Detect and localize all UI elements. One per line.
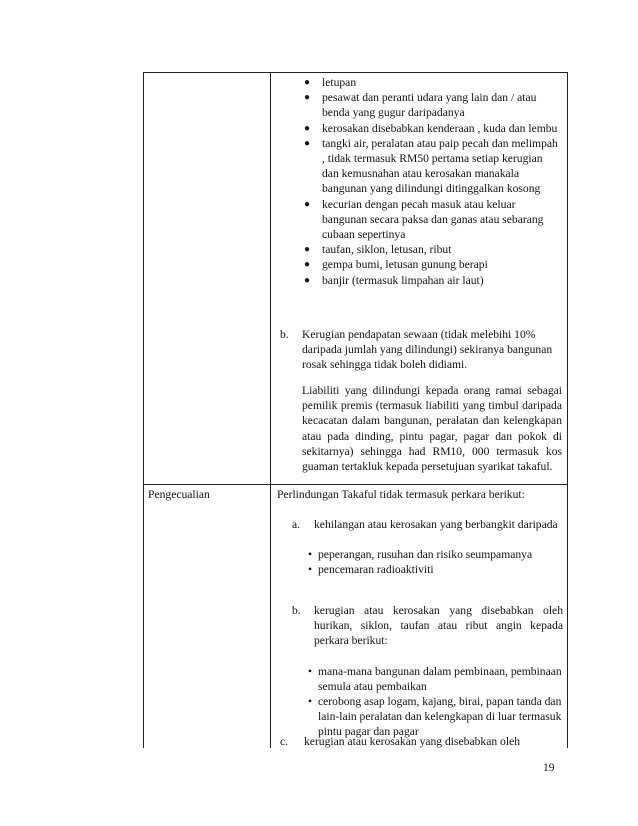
exclusion-item-b: b. kerugian atau kerosakan yang disebabkan oleh hurikan, siklon, taufan atau ribut angin kepada perkara berikut: • mana-mana bangunan dalam pembinaan, pembinaan semula atau pembaikan • cerobong asap logam, kajang, birai, papan tanda dan lain-lain peralatan dan kelengkapan di luar termasuk pintu pagar dan pagar: [292, 604, 563, 739]
rental-loss-item: b. Kerugian pendapatan sewaan (tidak melebihi 10% daripada jumlah yang dilindungi) sekiranya bangunan rosak sehingga tidak boleh didiami.: [280, 328, 553, 372]
bullet-icon: •: [308, 695, 313, 709]
exclusion-item-a: a. kehilangan atau kerosakan yang berbangkit daripada • peperangan, rusuhan dan risiko seumpamanya • pencemaran radioaktiviti: [292, 517, 563, 578]
list-item: ● taufan, siklon, letusan, ribut: [304, 243, 452, 257]
list-item: • cerobong asap logam, kajang, birai, papan tanda dan lain-lain peralatan dan kelengkapan di luar termasuk pintu pagar dan pagar: [308, 695, 562, 739]
list-item: ● banjir (termasuk limpahan air laut): [304, 273, 484, 287]
exclusion-item-c: c. kerugian atau kerosakan yang disebabkan oleh: [280, 735, 521, 748]
list-item: ● kerosakan disebabkan kenderaan , kuda dan lembu: [304, 121, 558, 135]
bullet-icon: ●: [304, 77, 311, 88]
bullet-icon: ●: [304, 274, 311, 286]
bullet-icon: •: [308, 548, 313, 562]
list-item: • peperangan, rusuhan dan risiko seumpamanya: [308, 548, 533, 562]
list-item: ● letupan: [304, 76, 357, 89]
exclusion-intro: Perlindungan Takaful tidak termasuk perkara berikut:: [277, 488, 525, 501]
bullet-icon: ●: [304, 244, 311, 256]
exclusion-label: Pengecualian: [148, 488, 210, 501]
row-divider: [143, 484, 568, 485]
list-item: ● pesawat dan peranti udara yang lain dan / atau benda yang gugur daripadanya: [304, 91, 537, 120]
bullet-icon: •: [308, 664, 313, 678]
column-divider: [270, 72, 271, 748]
liability-paragraph: Liabiliti yang dilindungi kepada orang ramai sebagai pemilik premis (termasuk liabiliti yang timbul daripada kecacatan dalam bangunan, peralatan dan kelengkapan atau pada dinding, pintu pagar, pagar dan pokok di sekitarnya) sehingga had RM10, 000 termasuk kos guaman tertakluk kepada persetujuan syarikat takaful.: [302, 384, 562, 474]
bullet-icon: ●: [304, 259, 311, 271]
bullet-icon: ●: [304, 137, 311, 149]
page-number: 19: [543, 762, 555, 774]
peril-bullet-list: [304, 75, 562, 288]
bullet-icon: ●: [304, 198, 311, 210]
bullet-icon: ●: [304, 92, 311, 104]
list-item: • mana-mana bangunan dalam pembinaan, pembinaan semula atau pembaikan: [308, 664, 562, 693]
list-item: ● kecurian dengan pecah masuk atau keluar bangunan secara paksa dan ganas atau sebarang cubaan sepertinya: [304, 197, 544, 242]
list-item: • pencemaran radioaktiviti: [308, 563, 434, 577]
bullet-icon: •: [308, 563, 313, 577]
bullet-icon: ●: [304, 122, 311, 134]
list-item: ● gempa bumi, letusan gunung berapi: [304, 258, 488, 272]
list-item: ● tangki air, peralatan atau paip pecah dan melimpah , tidak termasuk RM50 pertama setiap kerugian dan kemusnahan atau kerosakan manakala bangunan yang dilindungi ditinggalkan kosong: [304, 136, 558, 196]
